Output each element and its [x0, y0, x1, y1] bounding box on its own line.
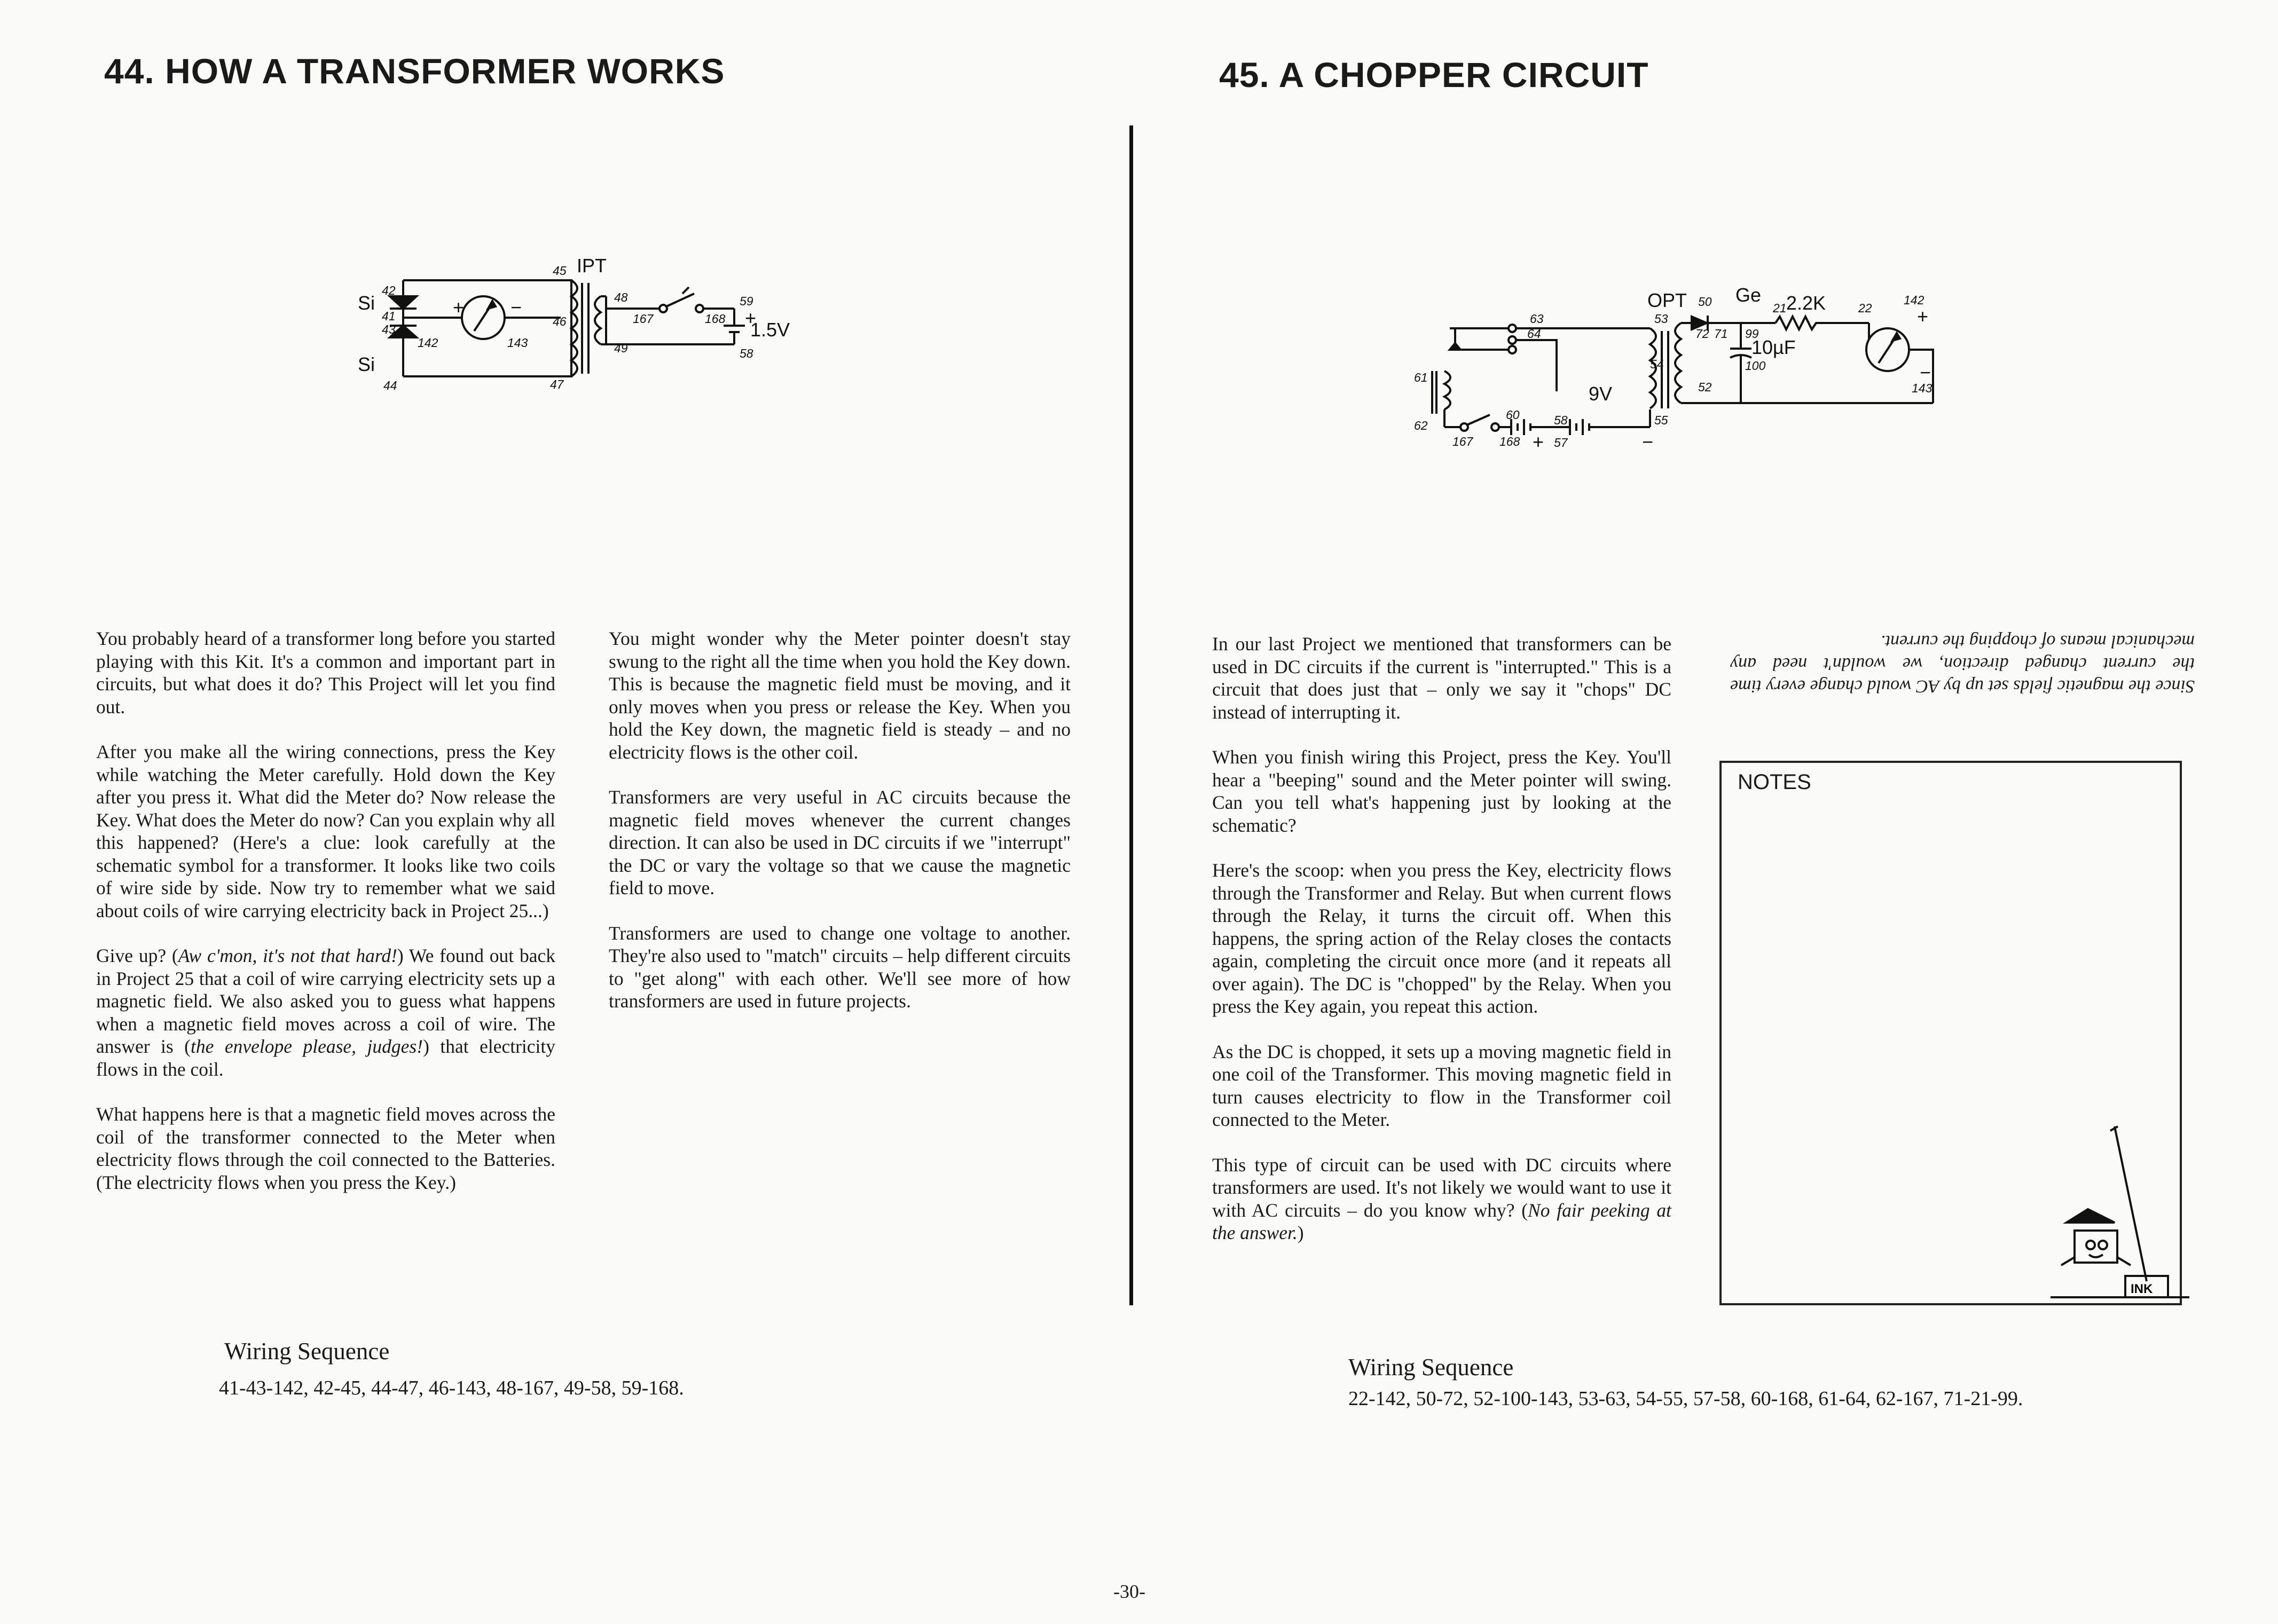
- italic-text: Aw c'mon, it's not that hard!: [178, 945, 397, 966]
- terminal-number: 42: [382, 283, 396, 297]
- paragraph: In our last Project we mentioned that transformers can be used in DC circuits if the current is "interrupted." This is a circuit that does just that – only we say it "chops" DC instead of interrupting it.: [1212, 633, 1671, 723]
- terminal-number: 44: [383, 379, 397, 392]
- paragraph: Here's the scoop: when you press the Key, electricity flows through the Transformer and Relay. But when current flows through the Relay, it turns the circuit off. When this happens, the spring action of the Relay closes the contacts again, completing the circuit once more (and it repeats all over again). The DC is "chopped" by the Relay. When you press the Key again, you repeat this action.: [1212, 860, 1671, 1017]
- paragraph: [1212, 1154, 1671, 1244]
- terminal-number: 72: [1695, 327, 1709, 341]
- paragraph: You might wonder why the Meter pointer doesn't stay swung to the right all the time when you hold the Key down. This is because the magnetic field must be moving, and it only moves when you press or release the Key. When you hold the Key down, the magnetic field is steady – and no electricity flows is the other coil.: [609, 628, 1071, 763]
- terminal-number: 64: [1527, 327, 1541, 341]
- minus-sign: −: [1642, 431, 1654, 453]
- text-column-left-2: [609, 627, 1071, 1035]
- terminal-number: 71: [1714, 327, 1728, 341]
- minus-sign: −: [510, 296, 522, 318]
- terminal-number: 100: [1745, 359, 1766, 373]
- plus-sign: +: [1533, 431, 1544, 453]
- terminal-number: 54: [1650, 357, 1664, 371]
- text: ): [1297, 1222, 1304, 1243]
- wiring-sequence-heading: Wiring Sequence: [224, 1338, 390, 1365]
- text: This type of circuit can be used with DC circuits where transformers are used. It's not likely we would want to use it with AC circuits – do you know why? (: [1212, 1154, 1671, 1221]
- terminal-number: 46: [553, 314, 567, 328]
- terminal-number: 58: [1554, 413, 1568, 427]
- terminal-number: 142: [418, 336, 438, 350]
- ink-bottle-illustration: [2045, 1121, 2195, 1313]
- terminal-number: 167: [633, 312, 654, 326]
- terminal-number: 60: [1506, 408, 1520, 422]
- terminal-number: 22: [1858, 301, 1872, 315]
- si-label: Si: [358, 292, 375, 314]
- terminal-number: 61: [1414, 370, 1428, 384]
- paragraph: [96, 944, 555, 1081]
- chopper-schematic: [1399, 270, 1986, 462]
- terminal-number: 167: [1452, 435, 1473, 448]
- page-number: -30-: [1113, 1581, 1145, 1602]
- terminal-number: 45: [553, 264, 567, 278]
- paragraph: Since the magnetic fields set up by AC would change every time the current changed direction, we wouldn't need any mechanical means of chopping the current.: [1730, 632, 2195, 696]
- terminal-number: 59: [740, 294, 753, 308]
- terminal-number: 52: [1698, 380, 1712, 394]
- text-column-left-1: [96, 627, 555, 1216]
- terminal-number: 55: [1654, 413, 1668, 427]
- wiring-sequence-heading: Wiring Sequence: [1348, 1354, 1514, 1381]
- paragraph: After you make all the wiring connections, press the Key while watching the Meter carefully. Hold down the Key after you press it. What did the Meter do? Now release the Key. What does the Meter do now? Can you explain why all this happened? (Here's a clue: look carefully at the schematic symbol for a transformer. It looks like two coils of wire side by side. Now try to remember what we said about coils of wire carrying electricity back in Project 25...): [96, 741, 555, 921]
- page-title-left: 44. HOW A TRANSFORMER WORKS: [104, 51, 725, 91]
- paragraph: You probably heard of a transformer long before you started playing with this Kit. It's a common and important part in circuits, but what does it do? This Project will let you find out.: [96, 628, 555, 718]
- terminal-number: 143: [1912, 381, 1933, 395]
- plus-sign: +: [453, 296, 465, 318]
- transformer-schematic: [347, 246, 828, 406]
- text: Give up? (: [96, 945, 178, 966]
- page-title-right: 45. A CHOPPER CIRCUIT: [1219, 55, 1649, 94]
- battery-label: 9V: [1589, 383, 1613, 405]
- terminal-number: 57: [1554, 436, 1568, 450]
- terminal-number: 58: [740, 346, 753, 360]
- terminal-number: 62: [1414, 419, 1428, 432]
- terminal-number: 41: [382, 309, 396, 323]
- paragraph: Transformers are very useful in AC circuits because the magnetic field moves whenever the current changes direction. It can also be used in DC circuits if we "interrupt" the DC or vary the voltage so that we cause the magnetic field to move.: [609, 786, 1071, 898]
- terminal-number: 99: [1745, 327, 1759, 341]
- minus-sign: −: [1920, 361, 1931, 383]
- terminal-number: 21: [1773, 301, 1787, 315]
- text: ) We found out back in Project 25 that a coil of wire carrying electricity sets up a magnetic field. We also asked you to guess what happens when a magnetic field moves across a coil of wire. The answer is (: [96, 945, 555, 1057]
- terminal-number: 63: [1530, 312, 1544, 326]
- resistor-label: 2.2K: [1786, 292, 1826, 314]
- paragraph: As the DC is chopped, it sets up a moving magnetic field in one coil of the Transformer. This moving magnetic field in turn causes electricity to flow in the Transformer coil connected to the Meter.: [1212, 1040, 1671, 1130]
- ink-label: INK: [2131, 1282, 2153, 1296]
- paragraph: Transformers are used to change one voltage to another. They're also used to "match" circuits – help different circuits to "get along" with each other. We'll see more of how transformers are used in future projects.: [609, 922, 1071, 1012]
- notes-label: NOTES: [1738, 770, 1811, 794]
- terminal-number: 48: [614, 290, 628, 304]
- ipt-label: IPT: [577, 255, 607, 277]
- wiring-sequence: 41-43-142, 42-45, 44-47, 46-143, 48-167, 49-58, 59-168.: [219, 1377, 684, 1399]
- wiring-sequence: 22-142, 50-72, 52-100-143, 53-63, 54-55, 57-58, 60-168, 61-64, 62-167, 71-21-99.: [1348, 1388, 2023, 1410]
- plus-sign: +: [745, 307, 757, 329]
- terminal-number: 50: [1698, 295, 1712, 309]
- opt-label: OPT: [1647, 289, 1687, 311]
- voltage-label: 1.5V: [750, 319, 790, 341]
- terminal-number: 47: [550, 377, 564, 391]
- paragraph: When you finish wiring this Project, press the Key. You'll hear a "beeping" sound and the Meter pointer will swing. Can you tell what's happening just by looking at the schematic?: [1212, 746, 1671, 836]
- terminal-number: 43: [382, 322, 396, 336]
- text: ) that electricity flows in the coil.: [96, 1036, 555, 1080]
- plus-sign: +: [1917, 305, 1929, 327]
- page-divider: [1129, 125, 1133, 1305]
- capacitor-label: 10µF: [1751, 336, 1796, 358]
- terminal-number: 142: [1904, 293, 1924, 307]
- si-label: Si: [358, 353, 375, 375]
- terminal-number: 49: [614, 341, 628, 355]
- italic-text: No fair peeking at the answer.: [1212, 1199, 1672, 1243]
- paragraph: What happens here is that a magnetic field moves across the coil of the transformer connected to the Meter when electricity flows through the coil connected to the Batteries. (The electricity flows when you press the Key.): [96, 1103, 555, 1193]
- terminal-number: 53: [1654, 312, 1668, 326]
- terminal-number: 168: [705, 312, 726, 326]
- ge-label: Ge: [1735, 284, 1762, 306]
- terminal-number: 143: [507, 336, 528, 350]
- terminal-number: 168: [1499, 435, 1520, 448]
- upside-down-answer: [1730, 630, 2195, 697]
- italic-text: the envelope please, judges!: [191, 1036, 423, 1057]
- text-column-right-1: [1212, 633, 1671, 1267]
